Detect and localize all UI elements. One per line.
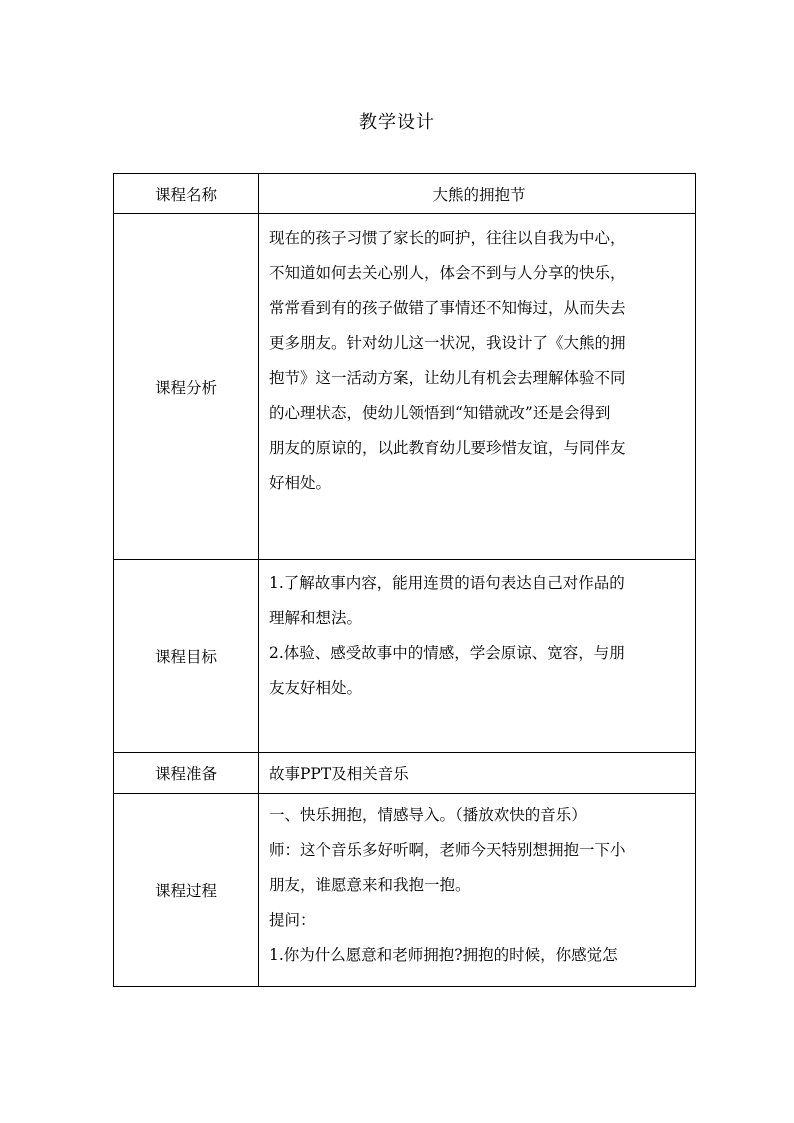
document-title: 教学设计 [359, 112, 435, 133]
goal-line: 1.了解故事内容，能用连贯的语句表达自己对作品的 [269, 574, 625, 592]
course-preparation-value: 故事PPT及相关音乐 [259, 753, 696, 794]
row-course-goals [114, 560, 696, 753]
row-course-process [114, 794, 696, 987]
process-line: 一、快乐拥抱，情感导入。（播放欢快的音乐） [269, 806, 587, 824]
analysis-line: 朋友的原谅的，以此教育幼儿要珍惜友谊，与同伴友 [269, 439, 626, 457]
analysis-line: 更多朋友。针对幼儿这一状况，我设计了《大熊的拥 [269, 334, 626, 352]
course-process-label: 课程过程 [114, 794, 259, 987]
process-line: 朋友，谁愿意来和我抱一抱。 [269, 876, 471, 894]
course-goals-cell [259, 560, 696, 753]
course-analysis-cell [259, 214, 696, 560]
row-course-analysis [114, 214, 696, 560]
goal-line: 理解和想法。 [269, 609, 363, 627]
analysis-line: 抱节》这一活动方案，让幼儿有机会去理解体验不同 [269, 369, 626, 387]
analysis-line: 现在的孩子习惯了家长的呵护，往往以自我为中心， [269, 229, 626, 247]
process-line: 师：这个音乐多好听啊，老师今天特别想拥抱一下小 [269, 841, 626, 859]
row-course-name [114, 174, 696, 214]
goal-line: 友友好相处。 [269, 679, 363, 697]
analysis-line: 常常看到有的孩子做错了事情还不知悔过，从而失去 [269, 299, 626, 317]
course-analysis-label: 课程分析 [114, 214, 259, 560]
analysis-line: 的心理状态，使幼儿领悟到“知错就改”还是会得到 [269, 404, 611, 422]
process-line: 1.你为什么愿意和老师拥抱?拥抱的时候，你感觉怎 [269, 946, 618, 964]
analysis-line: 不知道如何去关心别人，体会不到与人分享的快乐， [269, 264, 626, 282]
analysis-line: 好相处。 [269, 474, 332, 492]
goal-line: 2.体验、感受故事中的情感，学会原谅、宽容，与朋 [269, 644, 625, 662]
lesson-plan-table [113, 173, 696, 987]
row-course-preparation [114, 753, 696, 794]
course-name-value: 大熊的拥抱节 [259, 174, 696, 214]
process-line: 提问： [269, 911, 316, 929]
course-name-label: 课程名称 [114, 174, 259, 214]
course-preparation-label: 课程准备 [114, 753, 259, 794]
course-goals-label: 课程目标 [114, 560, 259, 753]
course-process-cell [259, 794, 696, 987]
